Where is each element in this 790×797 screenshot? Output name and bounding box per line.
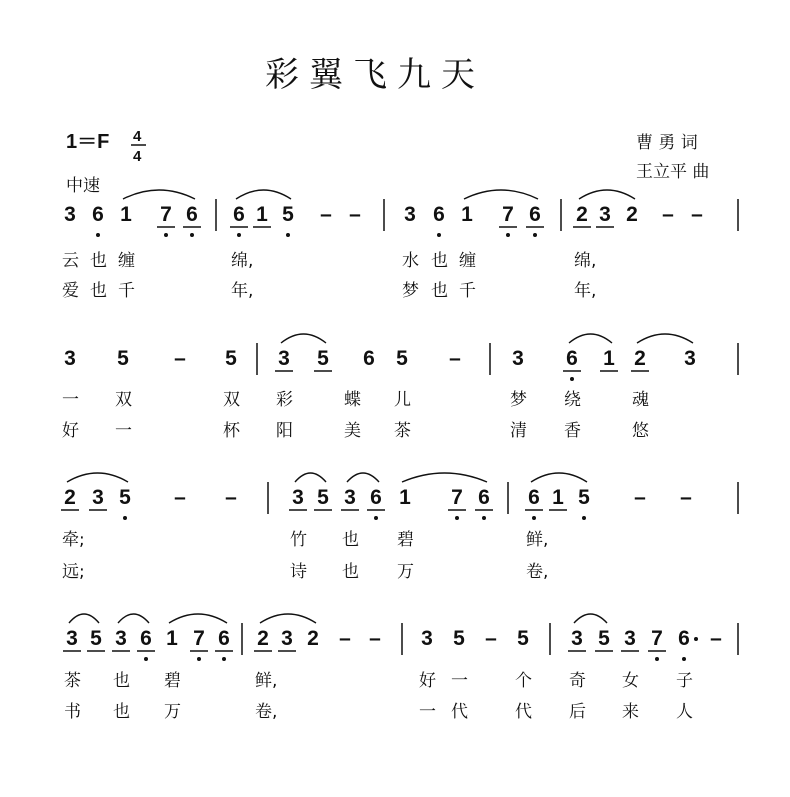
note: 3 (64, 347, 76, 370)
time-signature-bottom: 4 (133, 148, 142, 165)
time-signature-top: 4 (133, 128, 142, 145)
note: 3 (421, 627, 433, 650)
note: 3 (292, 486, 304, 509)
lyric-verse-2: 阳 (276, 421, 293, 441)
note: 7 (160, 203, 172, 226)
lyric-verse-2: 梦 (402, 281, 419, 301)
lyric-verse-1: 绵, (231, 251, 254, 271)
lyric-verse-1: 缠 (118, 251, 135, 271)
lyric-verse-2: 千 (118, 281, 135, 301)
lyric-verse-1: 女 (622, 671, 639, 691)
lyric-verse-1: 竹 (290, 530, 307, 550)
low-octave-dot (655, 657, 659, 661)
note: 3 (66, 627, 78, 650)
system-4 (63, 614, 738, 722)
lyric-verse-1: 子 (676, 671, 693, 691)
lyric-verse-2: 一 (419, 702, 436, 722)
note: 1 (399, 486, 411, 509)
lyric-verse-2: 诗 (290, 562, 307, 582)
note: 2 (307, 627, 319, 650)
note: 3 (92, 486, 104, 509)
note: 1 (120, 203, 132, 226)
lyric-verse-1: 梦 (510, 390, 527, 410)
system-1 (62, 190, 738, 301)
note: 2 (257, 627, 269, 650)
note: 5 (396, 347, 408, 370)
lyric-verse-1: 鲜, (526, 530, 549, 550)
tie-slur (123, 190, 195, 199)
tie-slur (260, 614, 316, 623)
note: 5 (453, 627, 465, 650)
lyric-verse-2: 千 (459, 281, 476, 301)
note: 3 (624, 627, 636, 650)
lyric-verse-2: 香 (564, 421, 581, 441)
lyric-verse-2: 爱 (62, 281, 79, 301)
lyric-verse-1: 缠 (459, 251, 476, 271)
note: 5 (117, 347, 129, 370)
note: 5 (119, 486, 131, 509)
lyric-verse-2: 也 (431, 281, 448, 301)
lyric-verse-2: 人 (676, 702, 693, 722)
dash-note: – (349, 203, 361, 226)
tie-slur (281, 334, 326, 343)
lyric-verse-2: 清 (510, 421, 527, 441)
lyric-verse-2: 年, (231, 281, 254, 301)
dash-note: – (320, 203, 332, 226)
song-title: 彩翼飞九天 (265, 55, 485, 95)
lyric-verse-2: 万 (164, 702, 181, 722)
note: 1 (603, 347, 615, 370)
tie-slur (69, 614, 99, 623)
note: 1 (166, 627, 178, 650)
tie-slur (295, 473, 326, 482)
note: 5 (598, 627, 610, 650)
note: 3 (571, 627, 583, 650)
note: 6 (370, 486, 382, 509)
lyric-verse-2: 杯 (223, 421, 240, 441)
note: 2 (64, 486, 76, 509)
dash-note: – (225, 486, 237, 509)
low-octave-dot (96, 233, 100, 237)
low-octave-dot (532, 516, 536, 520)
lyric-verse-1: 碧 (164, 671, 181, 691)
low-octave-dot (374, 516, 378, 520)
low-octave-dot (190, 233, 194, 237)
lyric-verse-1: 一 (62, 390, 79, 410)
system-2 (62, 334, 738, 441)
low-octave-dot (164, 233, 168, 237)
dash-note: – (485, 627, 497, 650)
dash-note: – (662, 203, 674, 226)
lyric-verse-2: 也 (90, 281, 107, 301)
lyric-verse-2: 年, (574, 281, 597, 301)
note: 5 (317, 486, 329, 509)
note: 3 (599, 203, 611, 226)
note: 2 (576, 203, 588, 226)
lyric-verse-1: 牵; (62, 530, 85, 550)
lyric-verse-1: 碧 (397, 530, 414, 550)
low-octave-dot (222, 657, 226, 661)
dash-note: – (634, 486, 646, 509)
lyric-verse-2: 书 (64, 702, 81, 722)
lyric-verse-1: 也 (342, 530, 359, 550)
lyric-verse-2: 一 (115, 421, 132, 441)
lyric-verse-2: 也 (113, 702, 130, 722)
lyric-verse-2: 后 (569, 702, 586, 722)
lyric-verse-1: 双 (223, 390, 240, 410)
lyric-verse-2: 卷, (255, 702, 278, 722)
dash-note: – (691, 203, 703, 226)
note: 6 (218, 627, 230, 650)
dash-note: – (339, 627, 351, 650)
note: 6 (363, 347, 375, 370)
tie-slur (67, 473, 128, 482)
dash-note: – (710, 627, 722, 650)
lyric-verse-1: 双 (115, 390, 132, 410)
lyric-verse-2: 好 (62, 421, 79, 441)
lyric-verse-1: 奇 (569, 671, 586, 691)
note: 2 (626, 203, 638, 226)
note: 6 (140, 627, 152, 650)
low-octave-dot (144, 657, 148, 661)
low-octave-dot (570, 377, 574, 381)
lyric-verse-1: 也 (90, 251, 107, 271)
dash-note: – (174, 486, 186, 509)
low-octave-dot (123, 516, 127, 520)
note: 6 (528, 486, 540, 509)
lyric-verse-2: 来 (622, 702, 639, 722)
lyric-verse-1: 云 (62, 251, 79, 271)
tie-slur (169, 614, 227, 623)
note: 1 (552, 486, 564, 509)
low-octave-dot (286, 233, 290, 237)
low-octave-dot (506, 233, 510, 237)
lyric-verse-2: 美 (344, 421, 361, 441)
tie-slur (579, 190, 635, 199)
note: 7 (451, 486, 463, 509)
note: 7 (502, 203, 514, 226)
lyric-verse-1: 蝶 (344, 390, 361, 410)
low-octave-dot (437, 233, 441, 237)
tie-slur (347, 473, 379, 482)
lyric-verse-1: 绵, (574, 251, 597, 271)
tie-slur (569, 334, 612, 343)
low-octave-dot (582, 516, 586, 520)
lyric-verse-1: 也 (431, 251, 448, 271)
note: 3 (115, 627, 127, 650)
tie-slur (531, 473, 587, 482)
dash-note: – (369, 627, 381, 650)
lyricist-credit: 曹 勇 词 (636, 133, 698, 153)
note: 3 (281, 627, 293, 650)
low-octave-dot (455, 516, 459, 520)
lyric-verse-1: 彩 (276, 390, 293, 410)
note: 5 (317, 347, 329, 370)
note: 3 (64, 203, 76, 226)
note: 6 (186, 203, 198, 226)
note: 7 (651, 627, 663, 650)
lyric-verse-1: 儿 (394, 390, 411, 410)
note: 6 (529, 203, 541, 226)
low-octave-dot (237, 233, 241, 237)
note: 7 (193, 627, 205, 650)
lyric-verse-2: 悠 (632, 421, 649, 441)
tie-slur (464, 190, 538, 199)
low-octave-dot (197, 657, 201, 661)
tie-slur (574, 614, 607, 623)
lyric-verse-1: 茶 (64, 671, 81, 691)
dash-note: – (680, 486, 692, 509)
composer-credit: 王立平 曲 (636, 162, 710, 182)
note: 6 (433, 203, 445, 226)
lyric-verse-2: 代 (451, 702, 468, 722)
note: 5 (578, 486, 590, 509)
note: 5 (90, 627, 102, 650)
lyric-verse-1: 魂 (632, 390, 649, 410)
low-octave-dot (533, 233, 537, 237)
lyric-verse-2: 茶 (394, 421, 411, 441)
lyric-verse-2: 也 (342, 562, 359, 582)
lyric-verse-2: 卷, (526, 562, 549, 582)
lyric-verse-1: 绕 (564, 390, 581, 410)
note: 3 (344, 486, 356, 509)
note: 3 (278, 347, 290, 370)
tie-slur (236, 190, 291, 199)
lyric-verse-1: 也 (113, 671, 130, 691)
note: 5 (517, 627, 529, 650)
note: 5 (282, 203, 294, 226)
tie-slur (118, 614, 149, 623)
note: 2 (634, 347, 646, 370)
tie-slur (402, 473, 487, 482)
lyric-verse-2: 远; (62, 562, 85, 582)
tie-slur (637, 334, 693, 343)
augmentation-dot (694, 637, 698, 641)
lyric-verse-2: 代 (515, 702, 532, 722)
low-octave-dot (682, 657, 686, 661)
note: 3 (684, 347, 696, 370)
key-signature: 1＝F (66, 131, 110, 153)
score-systems (61, 190, 738, 722)
lyric-verse-1: 个 (515, 671, 532, 691)
lyric-verse-1: 一 (451, 671, 468, 691)
dash-note: – (174, 347, 186, 370)
low-octave-dot (482, 516, 486, 520)
note: 6 (678, 627, 690, 650)
system-3 (61, 473, 738, 582)
note: 3 (404, 203, 416, 226)
tempo-marking: 中速 (66, 176, 100, 196)
lyric-verse-2: 万 (397, 562, 414, 582)
lyric-verse-1: 水 (402, 251, 419, 271)
note: 6 (233, 203, 245, 226)
lyric-verse-1: 鲜, (255, 671, 278, 691)
note: 5 (225, 347, 237, 370)
note: 1 (256, 203, 268, 226)
note: 1 (461, 203, 473, 226)
note: 6 (478, 486, 490, 509)
lyric-verse-1: 好 (419, 671, 436, 691)
note: 3 (512, 347, 524, 370)
dash-note: – (449, 347, 461, 370)
note: 6 (92, 203, 104, 226)
note: 6 (566, 347, 578, 370)
